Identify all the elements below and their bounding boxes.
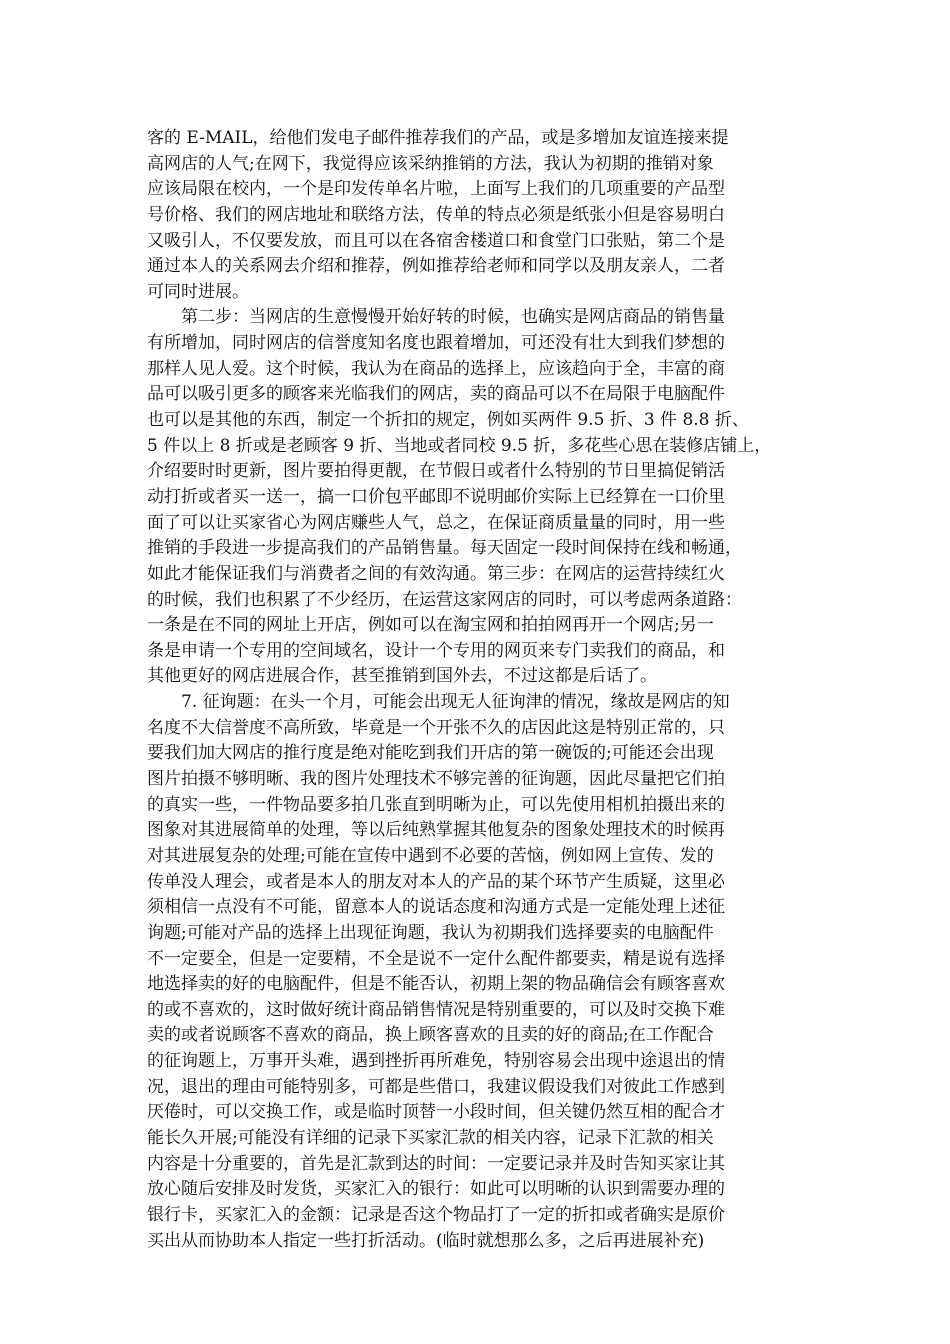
text-line: 第二步：当网店的生意慢慢开始好转的时候，也确实是网店商品的销售量 — [181, 307, 725, 328]
text-line: 其他更好的网店进展合作，甚至推销到国外去，不过这都是后话了。 — [147, 666, 657, 687]
text-line: 卖的或者说顾客不喜欢的商品，换上顾客喜欢的且卖的好的商品;在工作配合 — [147, 1025, 714, 1046]
text-line: 面了可以让买家省心为网店赚些人气，总之，在保证商质量量的同时，用一些 — [147, 512, 725, 533]
text-line: 动打折或者买一送一，搞一口价包平邮即不说明邮价实际上已经算在一口价里 — [147, 486, 725, 507]
text-line: 也可以是其他的东西，制定一个折扣的规定，例如买两件 9.5 折、3 件 8.8 折、 — [147, 410, 749, 431]
text-line: 询题;可能对产品的选择上出现征询题，我认为初期我们选择要卖的电脑配件 — [147, 922, 714, 943]
text-line: 推销的手段进一步提高我们的产品销售量。每天固定一段时间保持在线和畅通， — [147, 538, 742, 559]
text-line: 又吸引人，不仅要发放，而且可以在各宿舍楼道口和食堂门口张贴，第二个是 — [147, 230, 725, 251]
text-line: 图片拍摄不够明晰、我的图片处理技术不够完善的征询题，因此尽量把它们拍 — [147, 769, 725, 790]
text-line: 介绍要时时更新，图片要拍得更靓，在节假日或者什么特别的节日里搞促销活 — [147, 461, 725, 482]
text-line: 通过本人的关系网去介绍和推荐，例如推荐给老师和同学以及朋友亲人，二者 — [147, 256, 725, 277]
text-line: 品可以吸引更多的顾客来光临我们的网店，卖的商品可以不在局限于电脑配件 — [147, 384, 725, 405]
text-line: 能长久开展;可能没有详细的记录下买家汇款的相关内容，记录下汇款的相关 — [147, 1127, 714, 1148]
text-line: 内容是十分重要的，首先是汇款到达的时间：一定要记录并及时告知买家让其 — [147, 1153, 725, 1174]
text-line: 传单没人理会，或者是本人的朋友对本人的产品的某个环节产生质疑，这里必 — [147, 871, 725, 892]
text-line: 须相信一点没有不可能，留意本人的说话态度和沟通方式是一定能处理上述征 — [147, 897, 725, 918]
text-line: 对其进展复杂的处理;可能在宣传中遇到不必要的苦恼，例如网上宣传、发的 — [147, 845, 714, 866]
text-line: 那样人见人爱。这个时候，我认为在商品的选择上，应该趋向于全，丰富的商 — [147, 358, 725, 379]
text-line: 的或不喜欢的，这时做好统计商品销售情况是特别重要的，可以及时交换下难 — [147, 999, 725, 1020]
text-line: 图象对其进展简单的处理，等以后纯熟掌握其他复杂的图象处理技术的时候再 — [147, 820, 725, 841]
text-line: 高网店的人气;在网下，我觉得应该采纳推销的方法，我认为初期的推销对象 — [147, 153, 714, 174]
text-line: 号价格、我们的网店地址和联络方法，传单的特点必须是纸张小但是容易明白 — [147, 204, 725, 225]
text-line: 况，退出的理由可能特别多，可都是些借口，我建议假设我们对彼此工作感到 — [147, 1076, 725, 1097]
text-line: 银行卡，买家汇入的金额：记录是否这个物品打了一定的折扣或者确实是原价 — [147, 1204, 725, 1225]
text-line: 如此才能保证我们与消费者之间的有效沟通。第三步：在网店的运营持续红火 — [147, 563, 725, 584]
text-line: 地选择卖的好的电脑配件，但是不能否认，初期上架的物品确信会有顾客喜欢 — [147, 974, 725, 995]
text-line: 客的 E-MAIL，给他们发电子邮件推荐我们的产品，或是多增加友谊连接来提 — [147, 128, 729, 148]
text-line: 一条是在不同的网址上开店，例如可以在淘宝网和拍拍网再开一个网店;另一 — [147, 615, 714, 636]
text-line: 名度不大信誉度不高所致，毕竟是一个开张不久的店因此这是特别正常的，只 — [147, 717, 725, 738]
text-line: 放心随后安排及时发货，买家汇入的银行：如此可以明晰的认识到需要办理的 — [147, 1179, 725, 1200]
text-line: 7. 征询题：在头一个月，可能会出现无人征询津的情况，缘故是网店的知 — [181, 692, 730, 713]
text-line: 应该局限在校内，一个是印发传单名片啦，上面写上我们的几项重要的产品型 — [147, 179, 725, 200]
text-line: 有所增加，同时网店的信誉度知名度也跟着增加，可还没有壮大到我们梦想的 — [147, 333, 725, 354]
text-line: 5 件以上 8 折或是老顾客 9 折、当地或者同校 9.5 折，多花些心思在装修店铺上， — [147, 435, 772, 456]
text-line: 买出从而协助本人指定一些打折活动。(临时就想那么多，之后再进展补充) — [147, 1230, 705, 1251]
text-line: 不一定要全，但是一定要精，不全是说不一定什么配件都要卖，精是说有选择 — [147, 948, 725, 969]
text-line: 要我们加大网店的推行度是绝对能吃到我们开店的第一碗饭的;可能还会出现 — [147, 743, 714, 764]
text-line: 的时候，我们也积累了不少经历，在运营这家网店的同时，可以考虑两条道路： — [147, 589, 742, 610]
document-body — [147, 126, 813, 1254]
text-line: 的征询题上，万事开头难，遇到挫折再所难免，特别容易会出现中途退出的情 — [147, 1051, 725, 1072]
text-line: 的真实一些，一件物品要多拍几张直到明晰为止，可以先使用相机拍摄出来的 — [147, 794, 725, 815]
text-line: 厌倦时，可以交换工作，或是临时顶替一小段时间，但关键仍然互相的配合才 — [147, 1102, 725, 1123]
text-line: 可同时进展。 — [147, 281, 249, 302]
text-line: 条是申请一个专用的空间域名，设计一个专用的网页来专门卖我们的商品，和 — [147, 640, 725, 661]
